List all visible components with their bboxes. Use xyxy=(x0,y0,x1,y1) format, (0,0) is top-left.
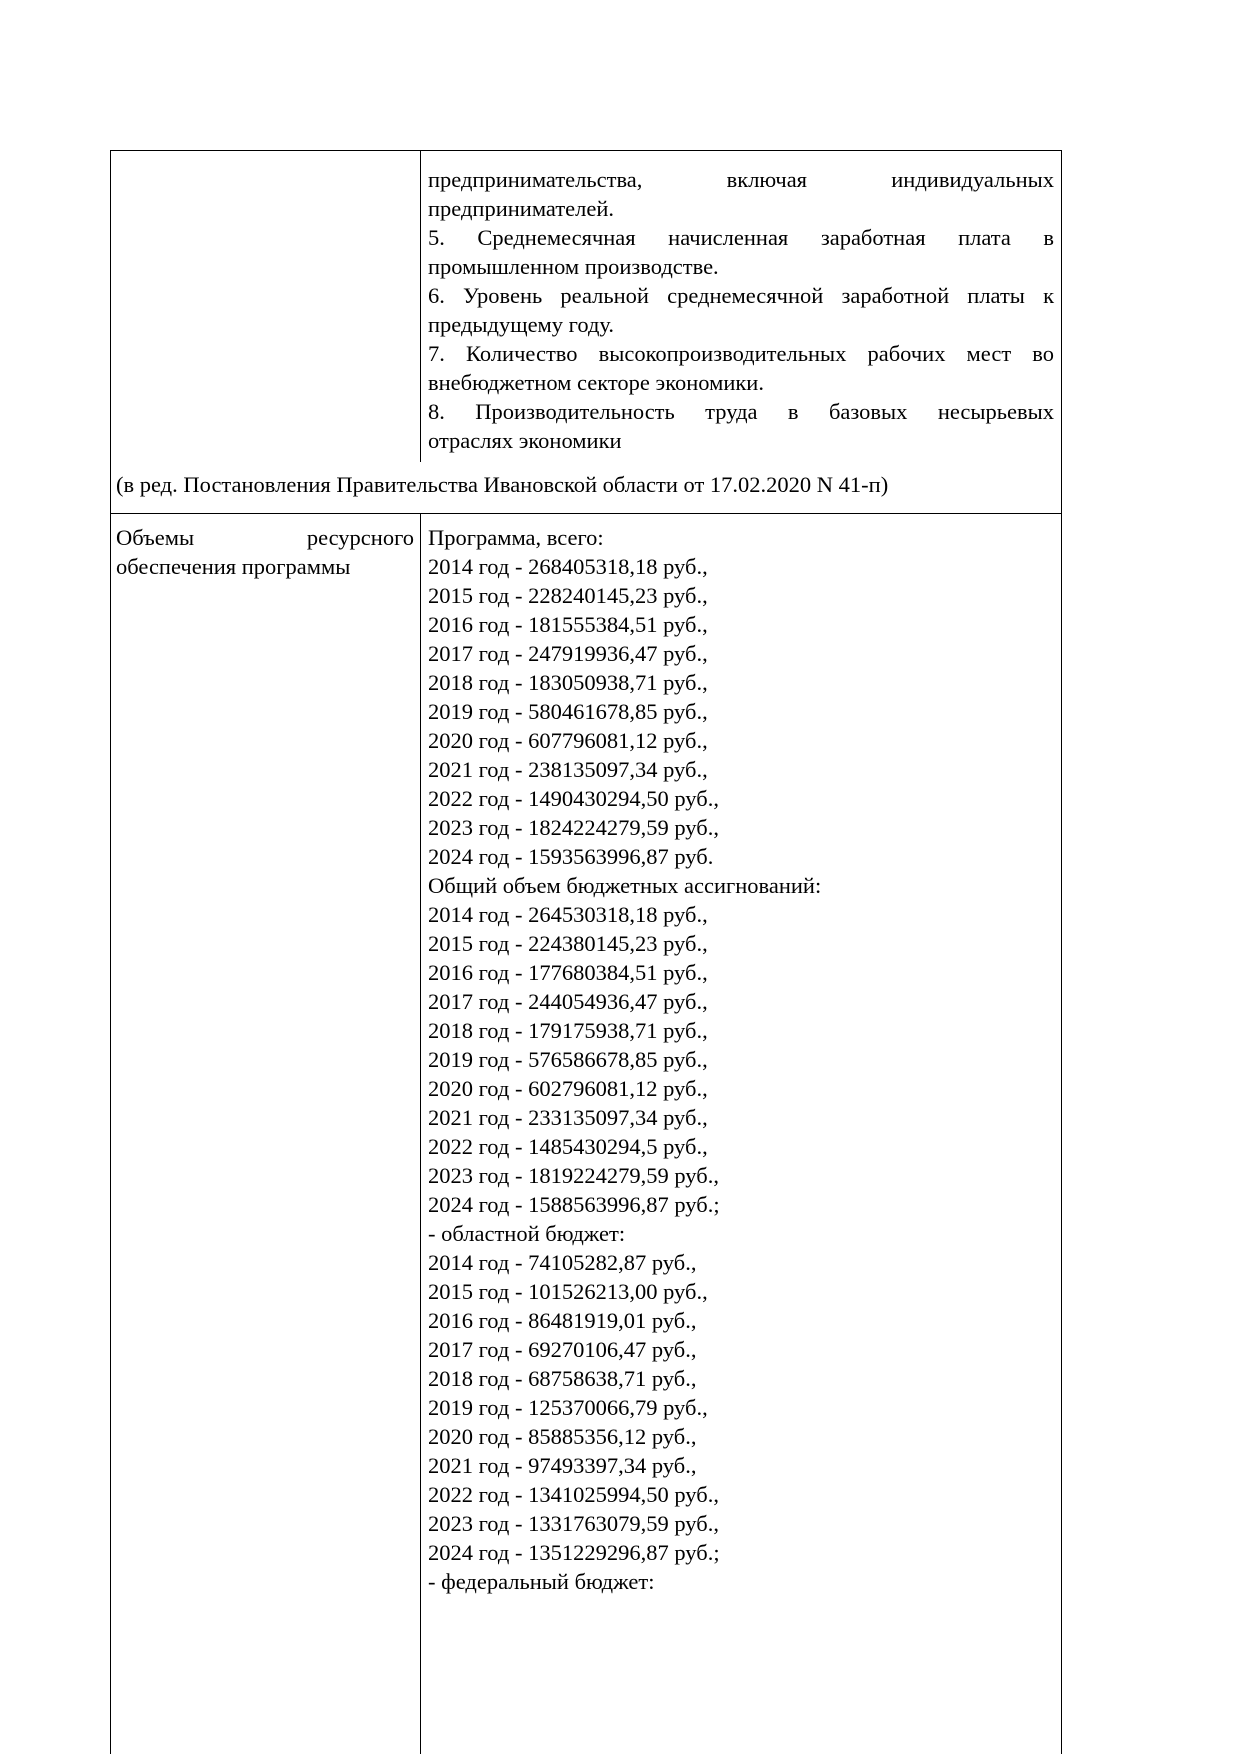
indicator-5-end: промышленном производстве. xyxy=(428,254,719,279)
budget-total-year-line: 2017 год - 244054936,47 руб., xyxy=(428,989,708,1014)
indicator-7-line: 7. Количество высокопроизводительных рабочих мест во xyxy=(428,341,1054,366)
program-total-year-line: 2020 год - 607796081,12 руб., xyxy=(428,728,708,753)
column-divider-top xyxy=(420,150,421,462)
budget-heading: Общий объем бюджетных ассигнований: xyxy=(428,873,822,898)
indicator-6-end: предыдущему году. xyxy=(428,312,615,337)
budget-total-list xyxy=(428,900,1054,1219)
resource-label-line2: обеспечения программы xyxy=(116,554,351,579)
budget-total-year-line: 2023 год - 1819224279,59 руб., xyxy=(428,1163,719,1188)
indicator-8-end: отраслях экономики xyxy=(428,428,622,453)
resource-label-cell xyxy=(116,523,414,581)
program-total-year-line: 2017 год - 247919936,47 руб., xyxy=(428,641,708,666)
indicator-5-line: 5. Среднемесячная начисленная заработная плата в xyxy=(428,225,1054,250)
program-total-heading: Программа, всего: xyxy=(428,525,604,550)
regional-heading: - областной бюджет: xyxy=(428,1221,626,1246)
indicator-6-line: 6. Уровень реальной среднемесячной заработной платы к xyxy=(428,283,1054,308)
budget-total-year-line: 2015 год - 224380145,23 руб., xyxy=(428,931,708,956)
regional-budget-year-line: 2017 год - 69270106,47 руб., xyxy=(428,1337,697,1362)
program-total-year-line: 2018 год - 183050938,71 руб., xyxy=(428,670,708,695)
table-right-border xyxy=(1061,150,1062,1754)
table-left-border xyxy=(110,150,111,1754)
program-total-year-line: 2022 год - 1490430294,50 руб., xyxy=(428,786,719,811)
budget-total-year-line: 2024 год - 1588563996,87 руб.; xyxy=(428,1192,720,1217)
regional-budget-year-line: 2023 год - 1331763079,59 руб., xyxy=(428,1511,719,1536)
budget-total-year-line: 2019 год - 576586678,85 руб., xyxy=(428,1047,708,1072)
regional-budget-list xyxy=(428,1248,1054,1567)
indicators-cell xyxy=(428,165,1054,455)
table-top-border xyxy=(110,150,1062,151)
indicator-7-end: внебюджетном секторе экономики. xyxy=(428,370,764,395)
program-total-year-line: 2014 год - 268405318,18 руб., xyxy=(428,554,708,579)
regional-budget-year-line: 2020 год - 85885356,12 руб., xyxy=(428,1424,697,1449)
table-row-divider xyxy=(110,513,1062,514)
indicator-4-line: предпринимательства, включая индивидуальных xyxy=(428,167,1054,192)
program-total-year-line: 2021 год - 238135097,34 руб., xyxy=(428,757,708,782)
regional-budget-year-line: 2018 год - 68758638,71 руб., xyxy=(428,1366,697,1391)
regional-budget-year-line: 2015 год - 101526213,00 руб., xyxy=(428,1279,708,1304)
budget-total-year-line: 2022 год - 1485430294,5 руб., xyxy=(428,1134,708,1159)
resource-label-line1: Объемы ресурсного xyxy=(116,525,414,550)
program-total-year-line: 2015 год - 228240145,23 руб., xyxy=(428,583,708,608)
budget-total-year-line: 2021 год - 233135097,34 руб., xyxy=(428,1105,708,1130)
regional-budget-year-line: 2016 год - 86481919,01 руб., xyxy=(428,1308,697,1333)
program-total-year-line: 2016 год - 181555384,51 руб., xyxy=(428,612,708,637)
column-divider-resource xyxy=(420,513,421,1754)
resource-values-cell xyxy=(428,523,1054,1596)
indicator-4-end: предпринимателей. xyxy=(428,196,615,221)
budget-total-year-line: 2016 год - 177680384,51 руб., xyxy=(428,960,708,985)
program-total-year-line: 2019 год - 580461678,85 руб., xyxy=(428,699,708,724)
edit-note: (в ред. Постановления Правительства Ивановской области от 17.02.2020 N 41-п) xyxy=(116,472,889,497)
regional-budget-year-line: 2019 год - 125370066,79 руб., xyxy=(428,1395,708,1420)
program-total-year-line: 2023 год - 1824224279,59 руб., xyxy=(428,815,719,840)
indicator-8-line: 8. Производительность труда в базовых несырьевых xyxy=(428,399,1054,424)
regional-budget-year-line: 2021 год - 97493397,34 руб., xyxy=(428,1453,697,1478)
program-passport-table xyxy=(110,150,1062,1754)
program-total-year-line: 2024 год - 1593563996,87 руб. xyxy=(428,844,714,869)
regional-budget-year-line: 2022 год - 1341025994,50 руб., xyxy=(428,1482,719,1507)
budget-total-year-line: 2018 год - 179175938,71 руб., xyxy=(428,1018,708,1043)
program-total-list xyxy=(428,552,1054,871)
budget-total-year-line: 2014 год - 264530318,18 руб., xyxy=(428,902,708,927)
federal-heading: - федеральный бюджет: xyxy=(428,1569,655,1594)
regional-budget-year-line: 2024 год - 1351229296,87 руб.; xyxy=(428,1540,720,1565)
budget-total-year-line: 2020 год - 602796081,12 руб., xyxy=(428,1076,708,1101)
regional-budget-year-line: 2014 год - 74105282,87 руб., xyxy=(428,1250,697,1275)
